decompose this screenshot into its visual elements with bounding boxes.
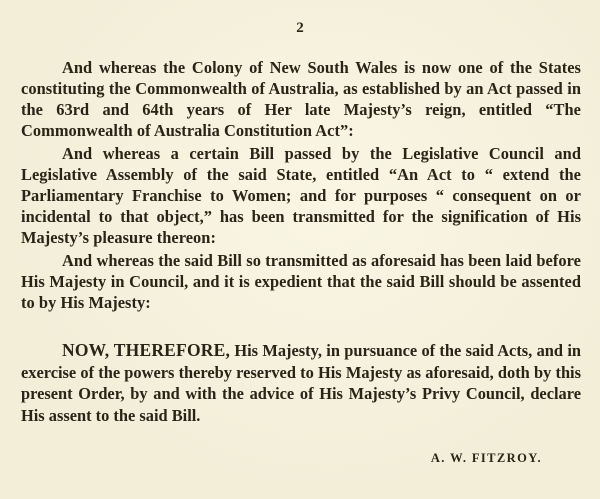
whereas-paragraph-assent: And whereas the said Bill so transmitted as aforesaid has been laid before His Majesty in Council, and it is expedient that the said Bill should be assented to by His Majesty: <box>21 251 581 312</box>
now-therefore-paragraph <box>21 340 581 426</box>
whereas-clauses <box>21 57 581 313</box>
whereas-paragraph-colony: And whereas the Colony of New South Wales is now one of the States constituting the Commonwealth of Australia, as established by an Act passed in the 63rd and 64th years of Her late Majesty’s reign, entitled “The Commonwealth of Australia Constitution Act”: <box>21 58 581 140</box>
now-therefore-lead: NOW, THEREFORE, <box>62 340 231 360</box>
whereas-paragraph-bill: And whereas a certain Bill passed by the Legislative Council and Legislative Assembly of the said State, entitled “An Act to “ extend the Parliamentary Franchise to Women; and for purposes “ consequent on or incidental to that object,” has been transmitted for the signification of His Majesty’s pleasure thereon: <box>21 144 581 247</box>
signature: A. W. FITZROY. <box>430 451 542 465</box>
now-therefore-body: His Majesty, in pursuance of the said Acts, and in exercise of the powers thereby reserved to His Majesty as aforesaid, doth by this present Order, by and with the advice of His Majesty’s Privy Council, declare His assent to the said Bill. <box>21 341 581 425</box>
page-number: 2 <box>296 20 304 36</box>
